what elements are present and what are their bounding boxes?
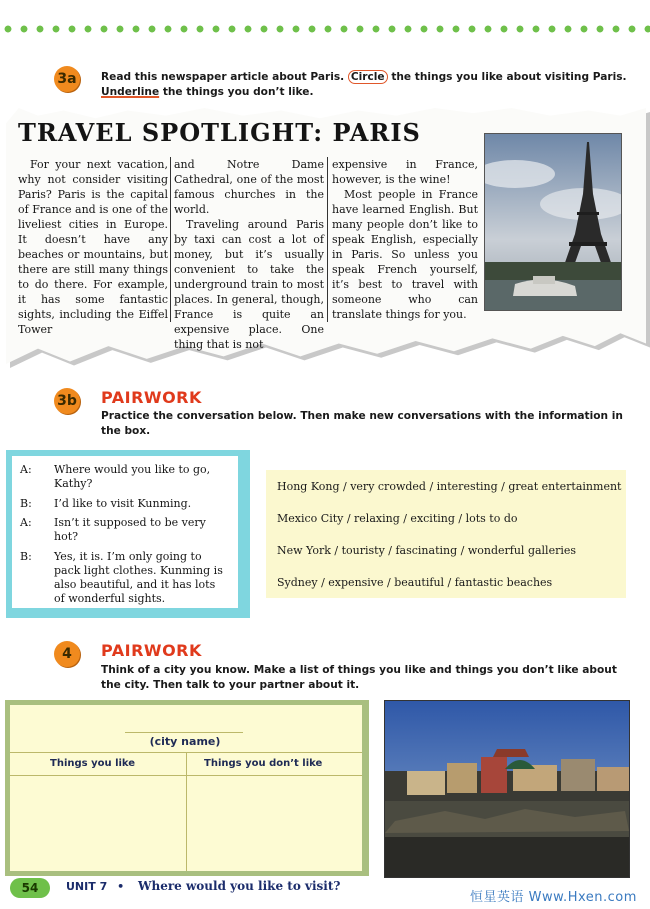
column-header-dislike: Things you don’t like xyxy=(204,758,323,769)
circle-word: Circle xyxy=(348,70,388,84)
exercise-badge-3b: 3b xyxy=(54,388,80,414)
instruction-3a-post: the things you don’t like. xyxy=(159,86,314,98)
unit-text: UNIT 7 xyxy=(66,880,108,893)
article-col1-text: For your next vacation, why not consider visiting Paris? Paris is the capital of France and is one of the liveliest cities in Europe. It doesn’t have any beaches or mountains, but there are still many things to do there. For example, it has some fantastic sights, including the Eiffel Tower xyxy=(18,158,168,336)
info-box-row: Hong Kong / very crowded / interesting / great entertainment xyxy=(277,480,622,493)
column-header-like: Things you like xyxy=(50,758,136,769)
unit-label xyxy=(66,880,124,893)
column-divider xyxy=(170,157,171,322)
dialog-line xyxy=(20,463,224,491)
page-number: 54 xyxy=(10,878,50,898)
exercise-badge-3a: 3a xyxy=(54,66,80,92)
info-box-row: New York / touristy / fascinating / wonderful galleries xyxy=(277,544,577,557)
dialog-speaker: A: xyxy=(20,463,32,476)
instruction-3a-mid: the things you like about visiting Paris. xyxy=(387,71,627,83)
instruction-3a-pre: Read this newspaper article about Paris. xyxy=(101,71,348,83)
underline-word: Underline xyxy=(101,86,160,98)
dialog-line xyxy=(20,497,224,511)
city-name-line xyxy=(125,732,243,733)
decorative-dot-row xyxy=(0,24,650,34)
dialog-text: I’d like to visit Kunming. xyxy=(54,497,192,510)
eiffel-tower-photo xyxy=(484,133,622,311)
instruction-3a xyxy=(101,70,631,100)
pairwork-heading-4: PAIRWORK xyxy=(101,641,202,660)
dialog-speaker: B: xyxy=(20,497,32,510)
city-name-label: (city name) xyxy=(149,735,221,748)
dialog-text: Where would you like to go, Kathy? xyxy=(54,463,211,490)
instruction-3b: Practice the conversation below. Then make new conversations with the information in the box. xyxy=(101,410,623,437)
column-divider xyxy=(327,157,328,322)
article-col2-para-b: Traveling around Paris by taxi can cost a lot of money, but it’s usually convenient to take the underground train to most places. In general, though, France is quite an expensive place. One thing that is not xyxy=(174,218,324,351)
article-col3-para-a: expensive in France, however, is the wine! xyxy=(332,158,478,186)
dialog-text: Isn’t it supposed to be very hot? xyxy=(54,516,206,543)
article-col2-para-a: and Notre Dame Cathedral, one of the most famous churches in the world. xyxy=(174,158,324,216)
dialog-speaker: B: xyxy=(20,550,32,563)
unit-title: Where would you like to visit? xyxy=(138,879,341,893)
instruction-4: Think of a city you know. Make a list of things you like and things you don’t like about the city. Then talk to your partner about it. xyxy=(101,664,617,691)
article-column-2 xyxy=(174,157,324,352)
site-watermark: 恒星英语 Www.Hxen.com xyxy=(470,890,637,905)
dialog-text: Yes, it is. I’m only going to pack light clothes. Kunming is also beautiful, and it has lots of wonderful sights. xyxy=(54,550,223,605)
dialog-speaker: A: xyxy=(20,516,32,529)
article-headline: TRAVEL SPOTLIGHT: PARIS xyxy=(18,118,421,147)
pairwork-heading-3b: PAIRWORK xyxy=(101,388,202,407)
article-column-1 xyxy=(18,157,168,337)
table-rule xyxy=(186,752,187,871)
info-box-row: Mexico City / relaxing / exciting / lots to do xyxy=(277,512,518,525)
dialog-line xyxy=(20,516,206,544)
info-box-row: Sydney / expensive / beautiful / fantastic beaches xyxy=(277,576,553,589)
exercise-badge-4: 4 xyxy=(54,641,80,667)
dialog-line xyxy=(20,550,224,606)
article-col3-para-b: Most people in France have learned English. But many people don’t like to speak English, especially in Paris. So unless you speak French yourself, it’s best to travel with someone who can translate things for you. xyxy=(332,188,478,321)
footer-bullet: • xyxy=(117,880,125,893)
article-column-3 xyxy=(332,157,478,322)
city-skyline-photo xyxy=(384,700,630,878)
